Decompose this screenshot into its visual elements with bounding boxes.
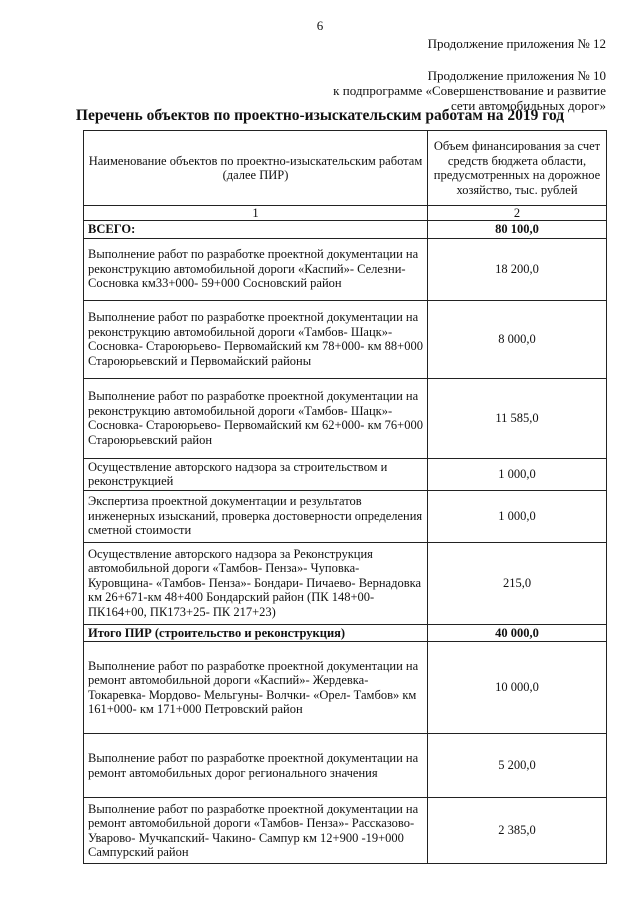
row-name: Выполнение работ по разработке проектной документации на реконструкцию автомобильной дороги «Каспий»- Селезни- Сосновка км33+000- 59+000 Сосновский район: [84, 238, 428, 300]
row-name: Выполнение работ по разработке проектной документации на реконструкцию автомобильной дороги «Тамбов- Шацк»-Сосновка- Староюрьево- Первомайский км 78+000- км 88+000 Староюрьевский и Первомайский районы: [84, 300, 428, 378]
row-name: Осуществление авторского надзора за Реконструкция автомобильной дороги «Тамбов- Пенза»- Чуповка- Куровщина- «Тамбов- Пенза»- Бондари- Пичаево- Вернадовка км 26+671-км 48+400 Бондарский район (ПК 148+00- ПК164+00, ПК173+25- ПК 217+23): [84, 542, 428, 624]
table-row: [84, 734, 607, 798]
row-name: Экспертиза проектной документации и результатов инженерных изысканий, проверка достоверности определения сметной стоимости: [84, 490, 428, 542]
row-value: 1 000,0: [428, 490, 607, 542]
row-value: 10 000,0: [428, 642, 607, 734]
table-row: [84, 642, 607, 734]
header-name-cell: Наименование объектов по проектно-изыскательским работам (далее ПИР): [84, 131, 428, 206]
table-row: [84, 238, 607, 300]
table-row: [84, 458, 607, 490]
row-name: Выполнение работ по разработке проектной документации на реконструкцию автомобильной дороги «Тамбов- Шацк»-Сосновка- Староюрьево- Первомайский км 62+000- км 76+000 Староюрьевский район: [84, 378, 428, 458]
row-value: 2 385,0: [428, 798, 607, 864]
row-value: 1 000,0: [428, 458, 607, 490]
header-value-cell: Объем финансирования за счет средств бюджета области, предусмотренных на дорожное хозяйство, тыс. рублей: [428, 131, 607, 206]
total-row: [84, 221, 607, 239]
table-row: [84, 798, 607, 864]
table-row: [84, 490, 607, 542]
total-label: ВСЕГО:: [84, 221, 428, 239]
total-value: 80 100,0: [428, 221, 607, 239]
row-name: Выполнение работ по разработке проектной документации на ремонт автомобильных дорог регионального значения: [84, 734, 428, 798]
page-number: 6: [316, 18, 324, 33]
page-title: Перечень объектов по проектно-изыскательским работам на 2019 год: [75, 107, 565, 124]
row-name: Осуществление авторского надзора за строительством и реконструкцией: [84, 458, 428, 490]
table-row: [84, 300, 607, 378]
table-row: [84, 378, 607, 458]
row-name: Выполнение работ по разработке проектной документации на ремонт автомобильной дороги «Каспий»- Жердевка- Токаревка- Мордово- Мельгуны- Волчки- «Орел- Тамбов» км 161+000- км 171+000 Петровский район: [84, 642, 428, 734]
row-value: 215,0: [428, 542, 607, 624]
row-value: 5 200,0: [428, 734, 607, 798]
objects-table: [83, 130, 607, 864]
table-row: [84, 542, 607, 624]
table-header-row: [84, 131, 607, 206]
row-value: 11 585,0: [428, 378, 607, 458]
column-number-1: 1: [84, 206, 428, 221]
subtotal-row: [84, 624, 607, 642]
subtotal-value: 40 000,0: [428, 624, 607, 642]
column-number-2: 2: [428, 206, 607, 221]
row-value: 8 000,0: [428, 300, 607, 378]
appendix-12-label: Продолжение приложения № 12: [427, 36, 606, 51]
appendix-10-line2: к подпрограмме «Совершенствование и развитие: [333, 83, 606, 98]
column-number-row: [84, 206, 607, 221]
row-value: 18 200,0: [428, 238, 607, 300]
row-name: Выполнение работ по разработке проектной документации на ремонт автомобильной дороги «Тамбов- Пенза»- Рассказово- Уварово- Мучкапский- Чакино- Сампур км 12+900 -19+000 Сампурский район: [84, 798, 428, 864]
subtotal-label: Итого ПИР (строительство и реконструкция): [84, 624, 428, 642]
appendix-10-line3: сети автомобильных дорог»: [450, 98, 606, 113]
appendix-10-line1: Продолжение приложения № 10: [427, 68, 606, 83]
